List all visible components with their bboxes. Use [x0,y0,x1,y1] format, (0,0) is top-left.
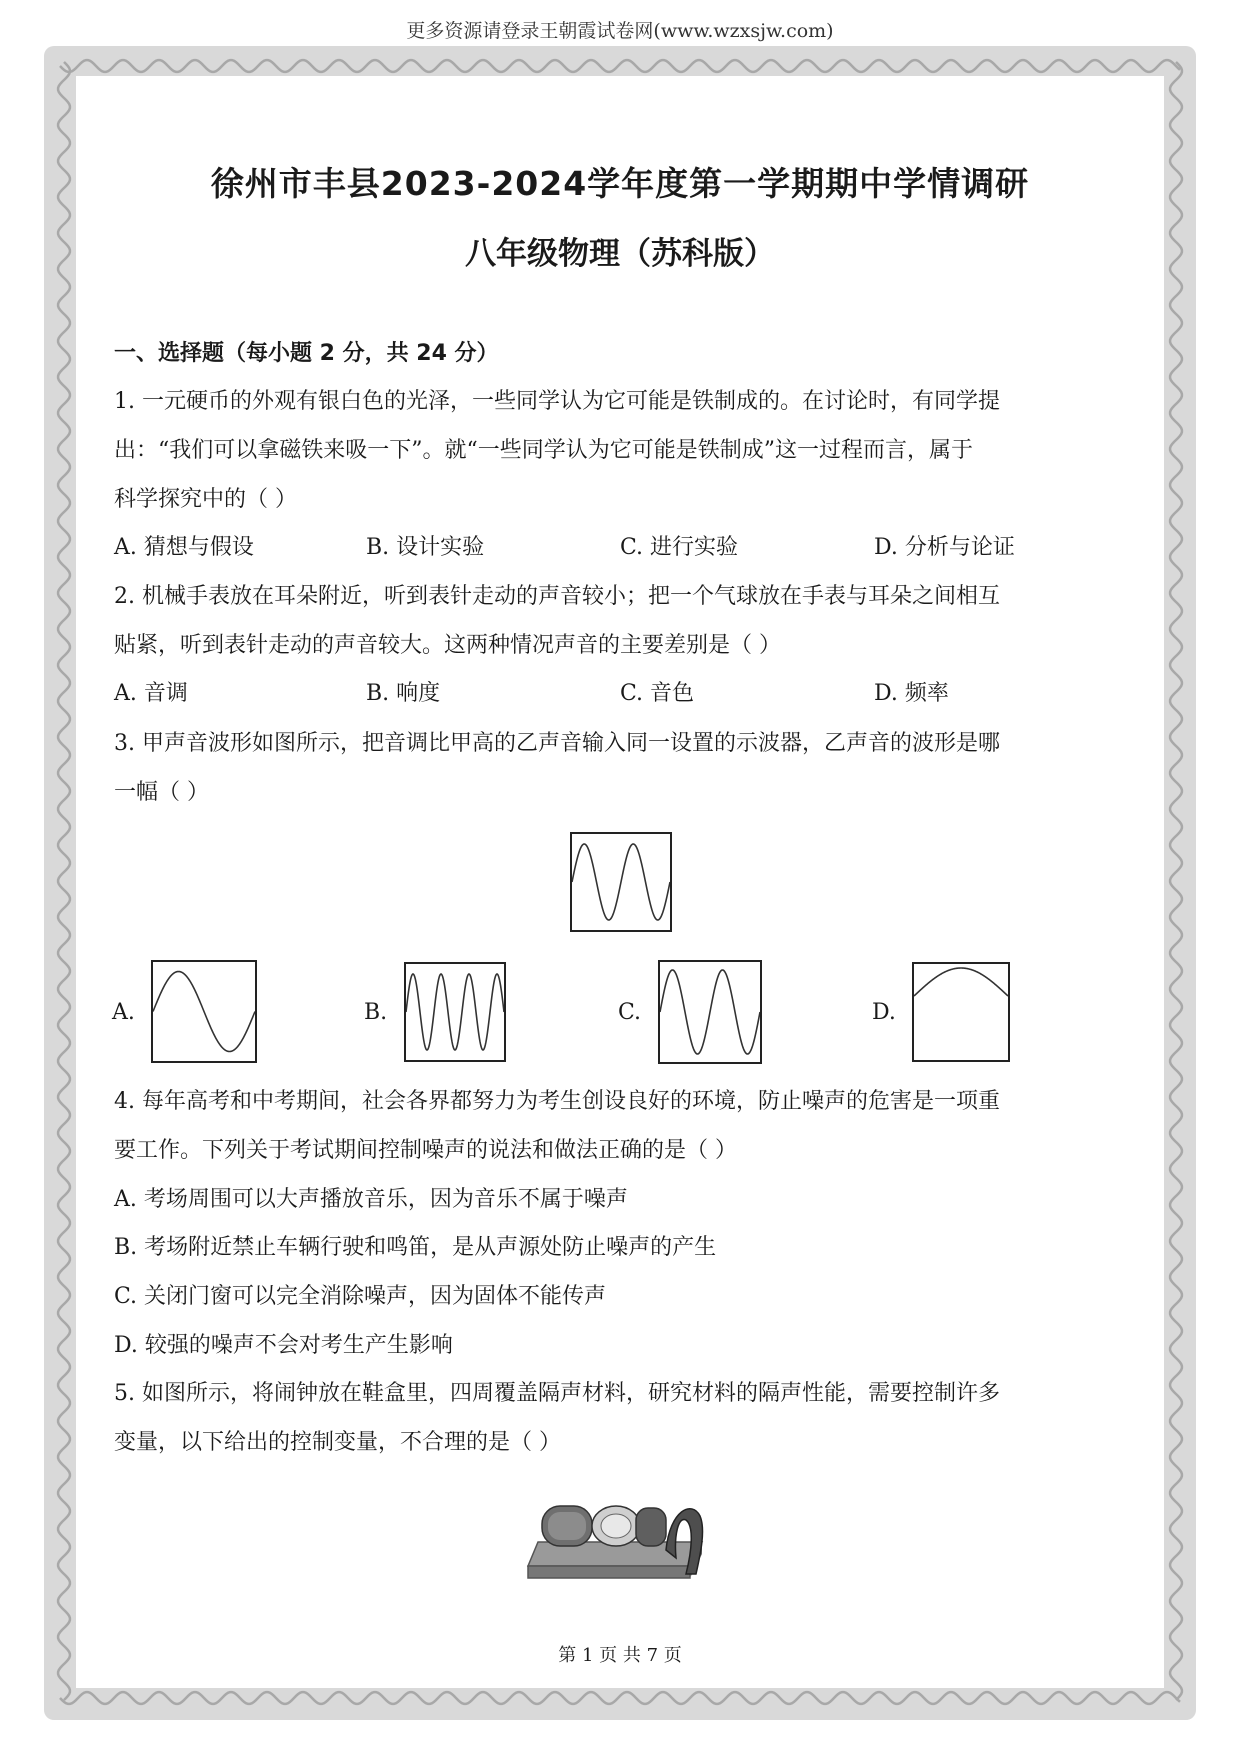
q2-option-d: D. 频率 [874,681,949,706]
q2-option-b: B. 响度 [366,681,441,706]
q3-text-line2: 一幅（ ） [114,780,209,805]
section-heading: 一、选择题（每小题 2 分，共 24 分） [114,341,499,366]
q4-option-b: B. 考场附近禁止车辆行驶和鸣笛，是从声源处防止噪声的产生 [114,1235,717,1260]
waveform-option-d [912,962,1010,1062]
q3-option-d-label: D. [872,1000,896,1025]
q1-option-b: B. 设计实验 [366,535,485,560]
q2-option-c: C. 音色 [620,681,695,706]
waveform-option-a [151,960,257,1063]
exam-subtitle: 八年级物理（苏科版） [465,236,775,272]
q4-text-line2: 要工作。下列关于考试期间控制噪声的说法和做法正确的是（ ） [114,1138,737,1163]
q1-option-d: D. 分析与论证 [874,535,1015,560]
q1-text-line3: 科学探究中的（ ） [114,487,297,512]
q3-text-line1: 3. 甲声音波形如图所示，把音调比甲高的乙声音输入同一设置的示波器，乙声音的波形是哪 [114,731,1000,756]
q3-option-a-label: A. [112,1000,135,1025]
q2-option-a: A. 音调 [114,681,188,706]
waveform-option-c [658,960,762,1064]
waveform-option-b [404,962,506,1062]
q1-text-line1: 1. 一元硬币的外观有银白色的光泽，一些同学认为它可能是铁制成的。在讨论时，有同学提 [114,389,1000,414]
q4-option-c: C. 关闭门窗可以完全消除噪声，因为固体不能传声 [114,1284,607,1309]
exam-title: 徐州市丰县2023-2024学年度第一学期期中学情调研 [210,164,1030,203]
q2-text-line1: 2. 机械手表放在耳朵附近，听到表针走动的声音较小；把一个气球放在手表与耳朵之间相互 [114,584,1000,609]
q1-option-c: C. 进行实验 [620,535,739,560]
q4-option-a: A. 考场周围可以大声播放音乐，因为音乐不属于噪声 [114,1187,628,1212]
q3-option-b-label: B. [364,1000,388,1025]
q4-option-d: D. 较强的噪声不会对考生产生影响 [114,1333,453,1358]
q4-text-line1: 4. 每年高考和中考期间，社会各界都努力为考生创设良好的环境，防止噪声的危害是一项重 [114,1089,1000,1114]
waveform-reference [570,832,672,932]
site-banner: 更多资源请登录王朝霞试卷网(www.wzxsjw.com) [406,20,834,42]
q5-text-line2: 变量，以下给出的控制变量，不合理的是（ ） [114,1430,561,1455]
q1-text-line2: 出：“我们可以拿磁铁来吸一下”。就“一些同学认为它可能是铁制成”这一过程而言，属于 [114,438,973,463]
q1-option-a: A. 猜想与假设 [114,535,254,560]
page-number: 第 1 页 共 7 页 [558,1645,682,1666]
alarm-clock-shoebox-image [520,1470,720,1590]
q3-option-c-label: C. [618,1000,642,1025]
q2-text-line2: 贴紧，听到表针走动的声音较大。这两种情况声音的主要差别是（ ） [114,633,781,658]
q5-text-line1: 5. 如图所示，将闹钟放在鞋盒里，四周覆盖隔声材料，研究材料的隔声性能，需要控制许多 [114,1381,1000,1406]
